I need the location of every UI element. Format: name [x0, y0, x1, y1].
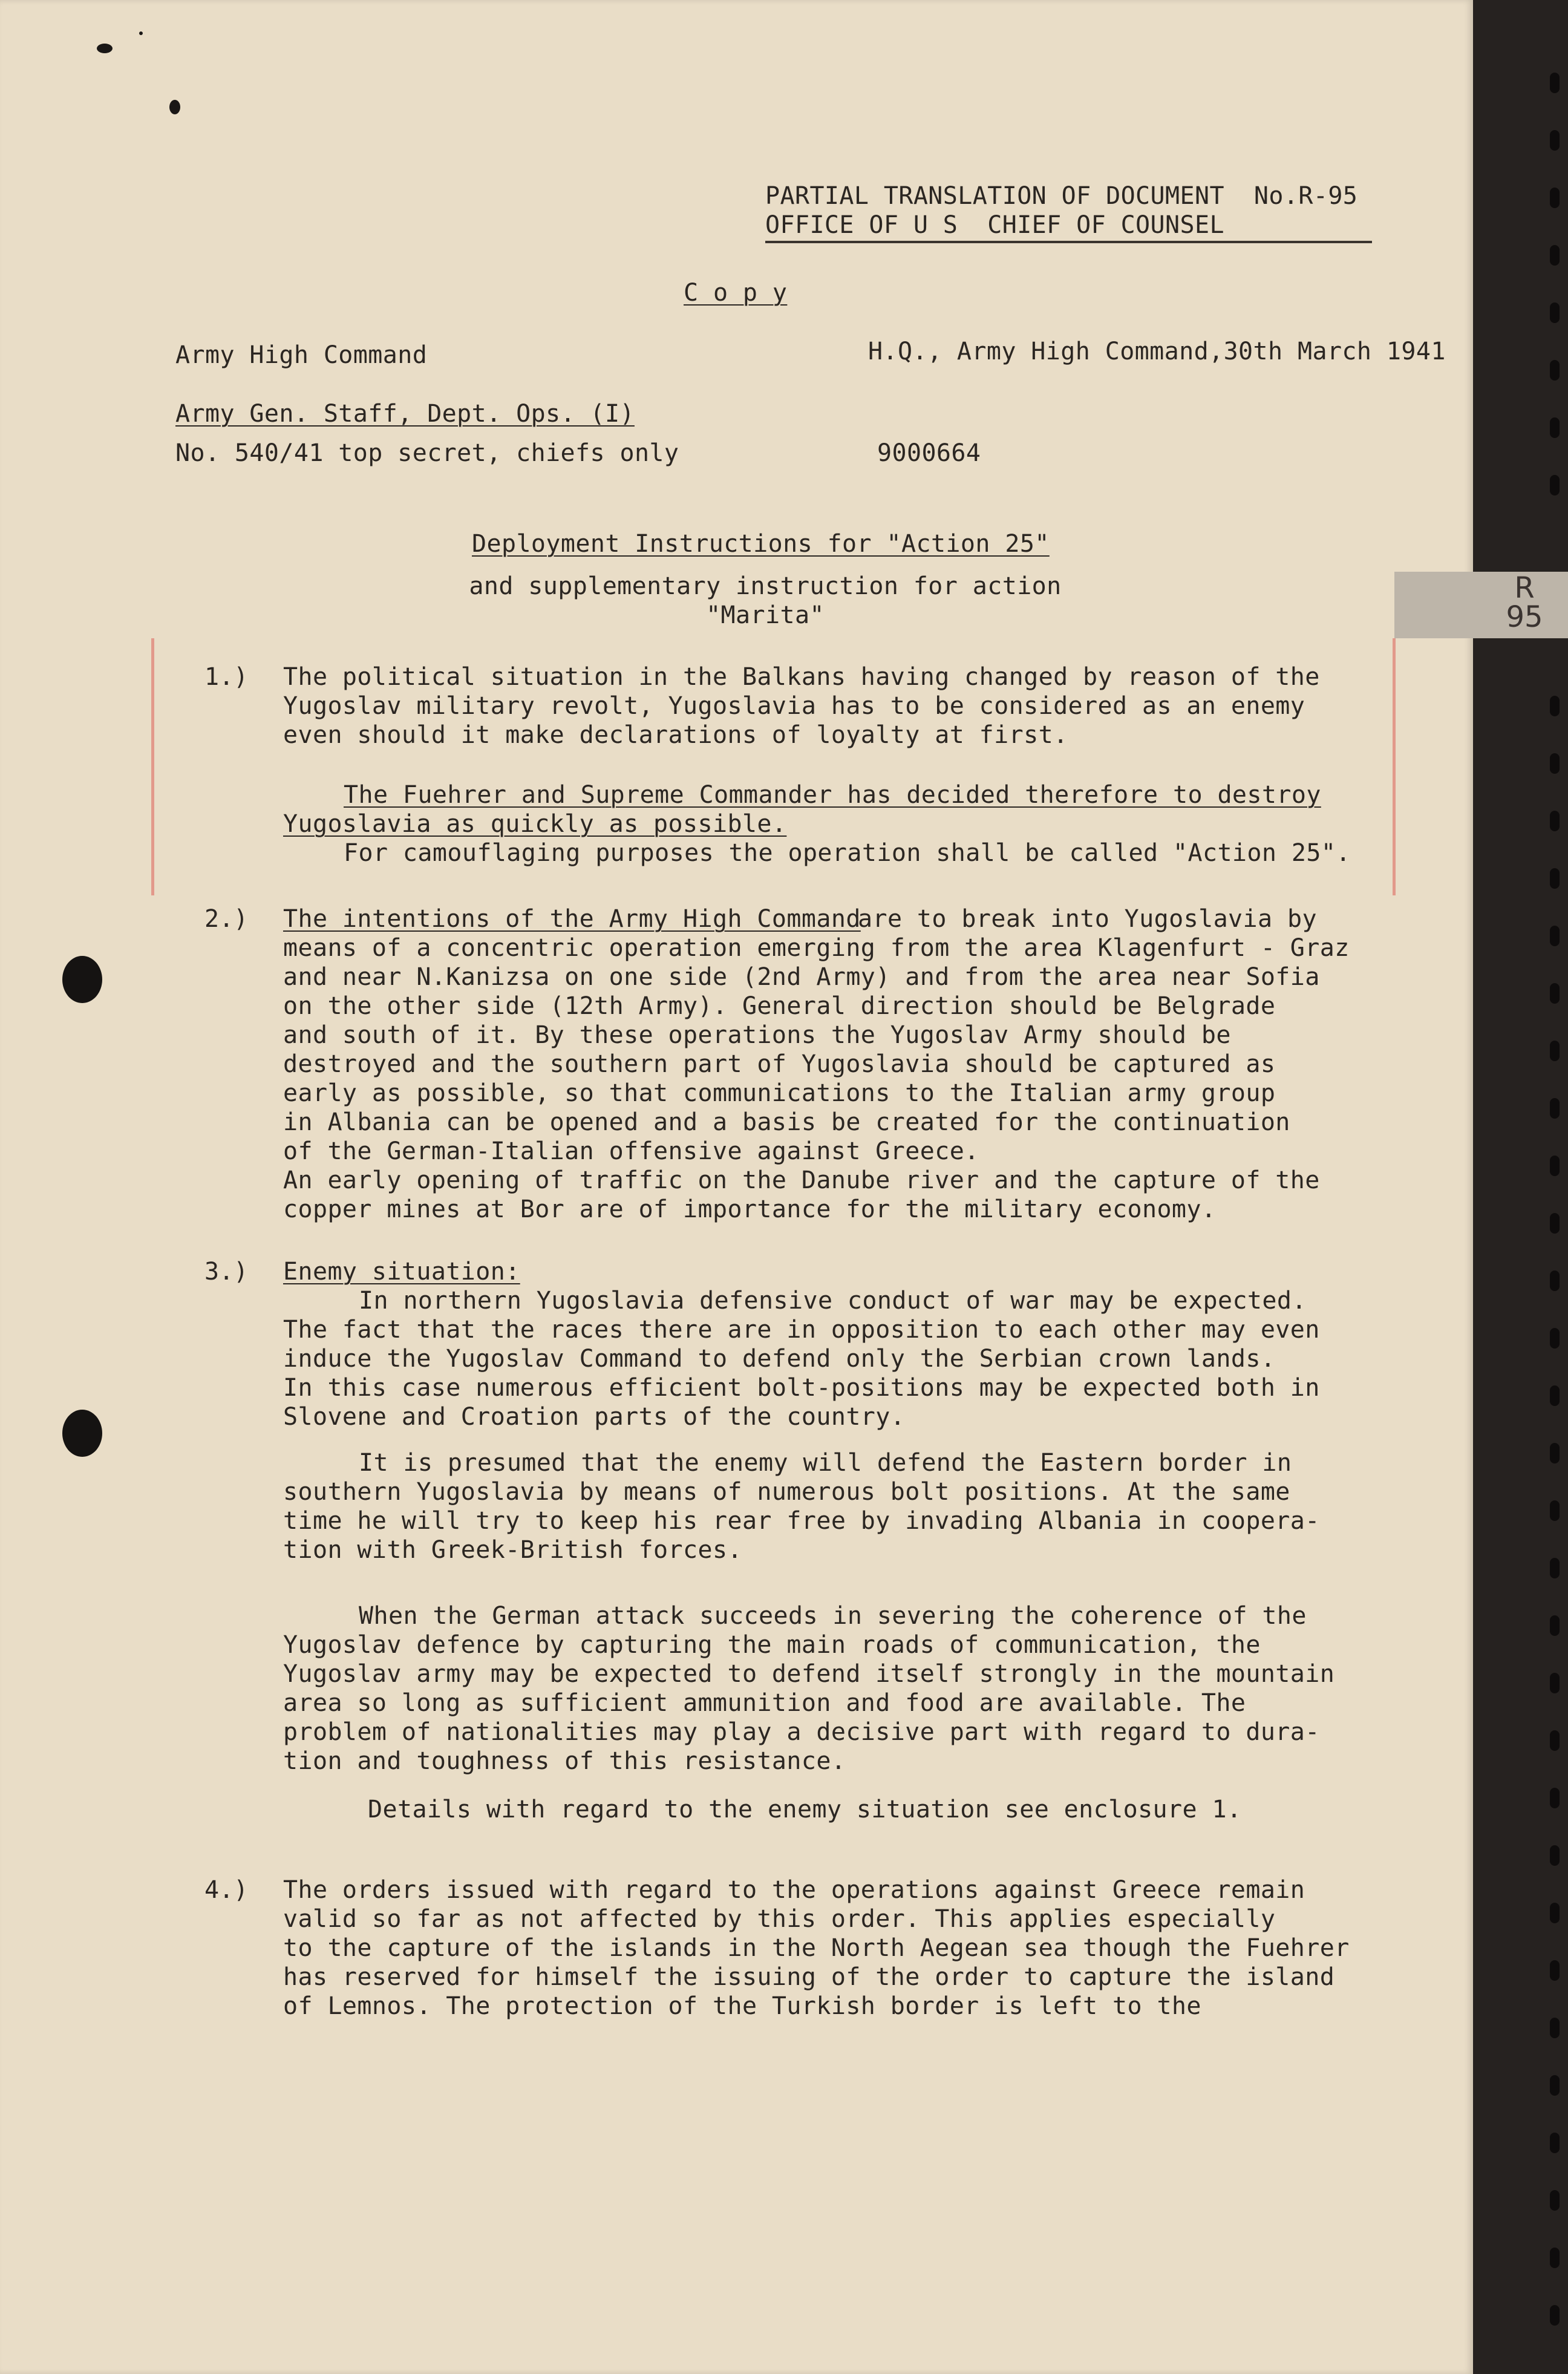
binder-hole — [1550, 245, 1560, 266]
binder-hole — [1550, 1270, 1560, 1291]
issuer: Army High Command — [175, 341, 428, 369]
document-title: Deployment Instructions for "Action 25" — [472, 530, 1050, 558]
ink-speck — [97, 44, 113, 53]
binder-hole — [1550, 2133, 1560, 2153]
binder-hole — [1550, 1500, 1560, 1521]
binder-hole — [1550, 1788, 1560, 1808]
binder-hole — [1550, 1213, 1560, 1234]
binder-hole — [1550, 926, 1560, 946]
binder-hole — [1550, 1443, 1560, 1463]
binder-hole — [1550, 1558, 1560, 1578]
binder-hole — [1550, 983, 1560, 1004]
section-1-text: The political situation in the Balkans having changed by reason of the Yugoslav military revolt, Yugoslavia has to be considered as an enemy even should it make declarations of loyalty at first. — [283, 663, 1320, 749]
binder-hole — [1550, 868, 1560, 889]
binder-hole — [1550, 696, 1560, 716]
binder-hole — [1550, 1041, 1560, 1061]
binder-hole — [1550, 2305, 1560, 2326]
ink-speck — [169, 100, 180, 114]
binder-hole — [1550, 1845, 1560, 1866]
fuehrer-decision: The Fuehrer and Supreme Commander has decided therefore to destroy Yugoslavia as quickly as possible. — [283, 781, 1321, 838]
document-code: 9000664 — [877, 439, 981, 467]
section-3-heading: Enemy situation: — [283, 1258, 520, 1286]
section-3-text: In northern Yugoslavia defensive conduct of war may be expected. The fact that the races there are in opposition to each other may even induce the Yugoslav Command to defend only the Serbian crown lands. In this case numerous efficient bolt-positions may be expected both in Slovene and Croation parts of the country. — [283, 1287, 1320, 1431]
binder-hole — [1550, 1730, 1560, 1751]
binder-hole — [1550, 2018, 1560, 2038]
binder-hole — [1550, 475, 1560, 495]
punch-hole — [62, 956, 102, 1003]
red-margin-mark — [151, 638, 154, 895]
red-margin-mark — [1393, 638, 1396, 895]
binder-hole — [1550, 1328, 1560, 1349]
binder-hole — [1550, 188, 1560, 208]
section-4-text: The orders issued with regard to the operations against Greece remain valid so far as not affected by this order. This applies especially to the capture of the islands in the North Aegean sea though the Fuehrer has reserved for himself the issuing of the order to capture the island of Lemnos. The protection of the Turkish border is left to the — [283, 1876, 1350, 2020]
binder-hole — [1550, 1615, 1560, 1636]
document-subtitle: and supplementary instruction for action "Marita" — [469, 572, 1062, 629]
binder-hole — [1550, 753, 1560, 774]
section-number: 1.) — [204, 663, 249, 691]
header-line-2: OFFICE OF U S CHIEF OF COUNSEL — [765, 211, 1224, 239]
german-attack-paragraph: When the German attack succeeds in severing the coherence of the Yugoslav defence by capturing the main roads of communication, the Yugoslav army may be expected to defend itself strongly in the mountain area so long as sufficient ammunition and food are available. The problem of nationalities may play a decisive part with regard to dura- tion and toughness of this resistance. — [283, 1602, 1335, 1775]
binder-hole — [1550, 811, 1560, 831]
enclosure-reference: Details with regard to the enemy situation see enclosure 1. — [368, 1796, 1242, 1823]
section-2-heading: The intentions of the Army High Command — [283, 905, 861, 933]
section-number: 4.) — [204, 1876, 249, 1904]
binder-hole — [1550, 1960, 1560, 1981]
section-2-text: are to break into Yugoslavia by means of a concentric operation emerging from the area Klagenfurt - Graz and near N.Kanizsa on one side (2nd Army) and from the area near Sofia on the other side (12th Army). General direction should be Belgrade and south of it. By these operations the Yugoslav Army should be destroyed and the southern part of Yugoslavia should be captured as early as possible, so that communications to the Italian army group in Albania can be opened and a basis be created for the continuation of the German-Italian offensive against Greece. — [283, 905, 1350, 1165]
reference-number: No. 540/41 top secret, chiefs only — [175, 439, 679, 467]
binder-hole — [1550, 130, 1560, 151]
binder-hole — [1550, 1903, 1560, 1923]
hq-date: H.Q., Army High Command,30th March 1941 — [868, 338, 1446, 365]
binder-hole — [1550, 1673, 1560, 1693]
binder-hole — [1550, 302, 1560, 323]
punch-hole — [62, 1410, 102, 1457]
header-rule — [765, 241, 1372, 243]
binder-hole — [1550, 2075, 1560, 2096]
staff-department: Army Gen. Staff, Dept. Ops. (I) — [175, 400, 635, 428]
eastern-border-paragraph: It is presumed that the enemy will defend the Eastern border in southern Yugoslavia by means of numerous bolt positions. At the same time he will try to keep his rear free by invading Albania in coopera- tion with Greek-British forces. — [283, 1449, 1320, 1564]
camouflage-sentence: For camouflaging purposes the operation shall be called "Action 25". — [344, 839, 1351, 867]
ink-speck — [139, 31, 143, 35]
binder-hole — [1550, 1098, 1560, 1119]
tab-label: R 95 — [1506, 571, 1543, 634]
binder-hole — [1550, 73, 1560, 93]
binder-hole — [1550, 2248, 1560, 2268]
binder-hole — [1550, 1156, 1560, 1176]
header-line-1: PARTIAL TRANSLATION OF DOCUMENT No.R-95 — [765, 182, 1358, 210]
binder-hole — [1550, 360, 1560, 381]
binder-hole — [1550, 417, 1560, 438]
binder-spine — [1473, 0, 1568, 2374]
danube-paragraph: An early opening of traffic on the Danube river and the capture of the copper mines at Bor are of importance for the military economy. — [283, 1166, 1320, 1223]
section-number: 3.) — [204, 1258, 249, 1286]
copy-label: C o p y — [684, 279, 788, 307]
binder-hole — [1550, 2190, 1560, 2211]
binder-hole — [1550, 1385, 1560, 1406]
section-number: 2.) — [204, 905, 249, 933]
